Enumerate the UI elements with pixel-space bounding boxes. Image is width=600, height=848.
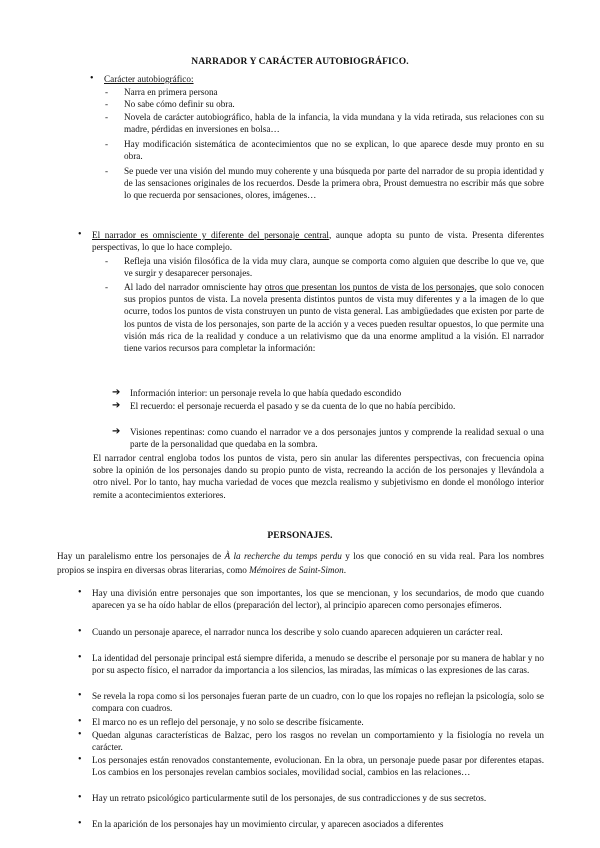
autobio-item-3: Novela de carácter autobiográfico, habla de la infancia, la vida mundana y la vida retirada, sus relaciones con su madre, pérdidas en inversiones en bolsa… [124,112,544,135]
personajes-item-2: Cuando un personaje aparece, el narrador nunca los describe y solo cuando aparecen adquieren un carácter real. [92,627,503,637]
dash-glyph: - [105,99,109,109]
personajes-item-7: Los personajes están renovados constantemente, evolucionan. En la obra, un personaje puede pasar por diferentes etapas. Los cambios en los personajes revelan cambios sociales, movilidad social, cambios en las relaciones… [92,755,544,778]
bullet-glyph: • [78,229,82,240]
section-title-personajes: PERSONAJES. [267,531,333,541]
personajes-item-9: En la aparición de los personajes hay un movimiento circular, y aparecen asociados a diferentes [92,819,444,829]
intro-c: . [343,564,347,575]
resource-visions: Visiones repentinas: como cuando el narrador ve a dos personajes juntos y comprende la realidad sexual o una parte de la personalidad que quedaba en la sombra. [130,427,544,450]
bullet-glyph: • [78,716,82,727]
intro-a: Hay un paralelismo entre los personajes de [57,551,225,561]
dash-glyph: - [105,282,109,292]
arrow-icon: ➔ [112,387,121,398]
personajes-item-5: El marco no es un reflejo del personaje, y no solo se describe físicamente. [92,717,364,727]
personajes-item-4: Se revela la ropa como si los personajes fueran parte de un cuadro, con lo que los ropajes no reflejan la psicología, solo se compara con cuadros. [92,691,544,714]
intro-memoires-title: Mémoires de Saint-Simon [249,564,344,575]
dash-glyph: - [105,139,109,149]
personajes-intro [57,550,544,577]
autobio-item-2: No sabe cómo definir su obra. [124,99,235,109]
narrator-lead [92,229,544,253]
personajes-item-3: La identidad del personaje principal está siempre diferida, a menudo se describe el personaje por su manera de hablar y no por su aspecto físico, el narrador da importancia a los silencios, las miradas, las mímicas o las expresiones de las caras. [92,653,544,676]
narrator-closing: El narrador central engloba todos los puntos de vista, pero sin anular las diferentes perspectivas, con frecuencia opina sobre la opinión de los personajes dando su propio punto de vista, recreando la acción de los personajes y llevándola a otro nivel. Por lo tanto, hay mucha variedad de voces que mezcla realismo y subjetivismo en donde el monólogo interior remite a acontecimientos exteriores. [93,453,544,500]
arrow-icon: ➔ [112,426,121,437]
bullet-glyph: • [78,587,82,598]
narrator-lead-underlined: El narrador es omnisciente y diferente del personaje central [92,230,329,240]
bullet-glyph: • [78,729,82,740]
narrator-item-2-underlined: otros que presentan los puntos de vista de los personajes [264,282,475,292]
personajes-item-8: Hay un retrato psicológico particularmente sutil de los personajes, de sus contradicciones y de sus secretos. [92,793,487,803]
bullet-glyph: • [90,73,94,84]
bullet-glyph: • [78,690,82,701]
dash-glyph: - [105,166,109,176]
bullet-glyph: • [78,754,82,765]
autobiographic-heading-text: Carácter autobiográfico: [104,74,194,84]
narrator-item-2-a: Al lado del narrador omnisciente hay [124,282,265,292]
bullet-glyph: • [78,792,82,803]
personajes-item-1: Hay una división entre personajes que son importantes, los que se mencionan, y los secundarios, de modo que cuando aparecen ya se ha oído hablar de ellos (preparación del lector), al principio aparecen como personajes efímeros. [92,588,544,611]
intro-b: y los que conoció en su vida real. Para los nombres propios se inspira en diversas obras literarias, como [57,551,544,575]
personajes-item-6: Quedan algunas características de Balzac, pero los rasgos no revelan un comportamiento y la fisiología no revela un carácter. [92,730,544,753]
dash-glyph: - [105,112,109,122]
resource-memory: El recuerdo: el personaje recuerda el pasado y se da cuenta de lo que no había percibido. [130,401,456,411]
autobio-item-1: Narra en primera persona [124,87,218,97]
bullet-glyph: • [78,818,82,829]
dash-glyph: - [105,87,109,97]
resource-interior: Información interior: un personaje revela lo que había quedado escondido [130,388,402,398]
narrator-item-2-b: , que solo conocen sus propios puntos de vista. La novela presenta distintos puntos de vista muy diferentes y a la imagen de lo que ocurre, todos los puntos de vista construyen un punto de vista general. Las ambigüedades que existen por parte de los puntos de vista de los personajes, son parte de la acción y a veces pueden resultar opuestos, lo que permite una visión más rica de la realidad y conduce a un relativismo que da una enorme amplitud a la visión. El narrador tiene varios recursos para completar la información: [124,282,544,354]
autobiographic-heading [104,73,544,85]
bullet-glyph: • [78,652,82,663]
arrow-icon: ➔ [112,400,121,411]
narrator-item-1: Refleja una visión filosófica de la vida muy clara, aunque se comporta como alguien que describe lo que ve, que ve surgir y desaparecer personajes. [124,256,544,279]
section-title-narrador: NARRADOR Y CARÁCTER AUTOBIOGRÁFICO. [191,57,409,67]
dash-glyph: - [105,256,109,266]
autobio-item-5: Se puede ver una visión del mundo muy coherente y una búsqueda por parte del narrador de su propia identidad y de las sensaciones originales de los recuerdos. Desde la primera obra, Proust demuestra no escribir más que sobre lo que recuerda por sensaciones, olores, imágenes… [124,166,544,201]
narrator-item-2 [124,281,544,354]
narrator-lead-rest: , aunque adopta su punto de vista. Presenta diferentes perspectivas, lo que lo hace complejo. [92,230,544,253]
autobio-item-4: Hay modificación sistemática de acontecimientos que no se explican, lo que aparece desde muy pronto en su obra. [124,139,544,162]
intro-work-title: À la recherche du temps perdu [224,551,342,561]
bullet-glyph: • [78,626,82,637]
